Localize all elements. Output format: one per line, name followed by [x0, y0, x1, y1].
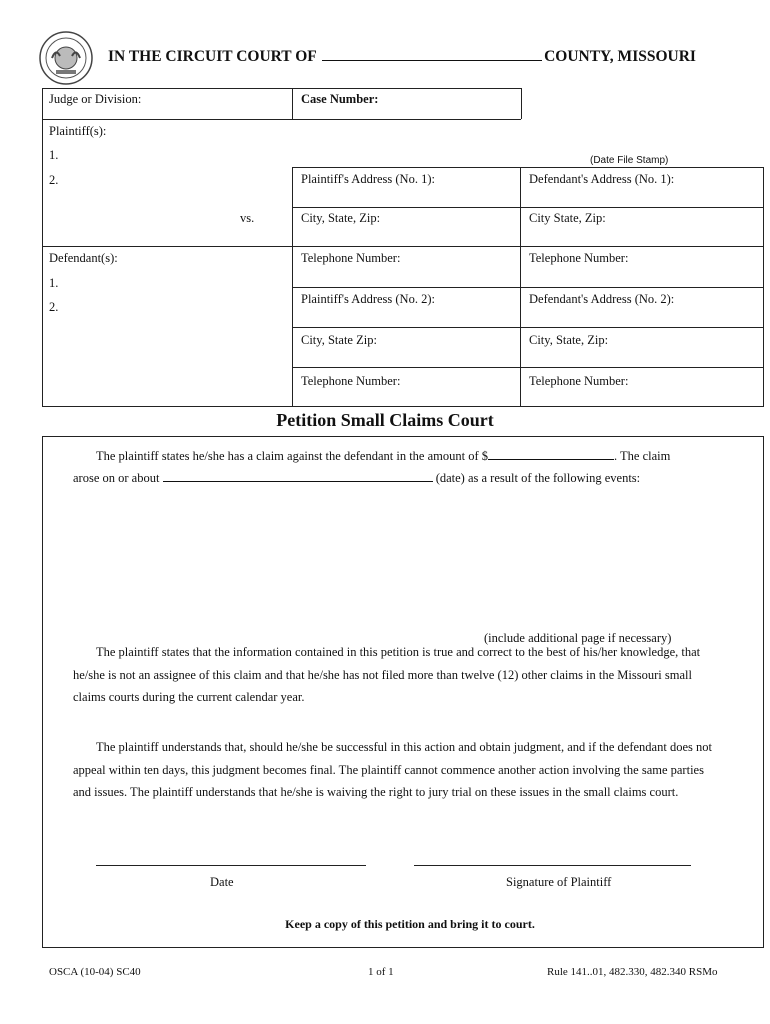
- date-line[interactable]: [96, 865, 366, 866]
- case-bottom: [42, 119, 521, 120]
- additional-page-note: (include additional page if necessary): [484, 631, 672, 645]
- defendant-phone-2[interactable]: Telephone Number:: [529, 374, 629, 388]
- plaintiff-2[interactable]: 2.: [49, 173, 59, 187]
- petition-box-top: [42, 436, 764, 437]
- arose-date-blank[interactable]: [163, 470, 433, 482]
- petition-box-left: [42, 436, 43, 947]
- signature-line[interactable]: [414, 865, 691, 866]
- plaintiff-city-2[interactable]: City, State Zip:: [301, 333, 377, 347]
- plaintiff-phone-1[interactable]: Telephone Number:: [301, 251, 401, 265]
- understands-paragraph: The plaintiff understands that, should he/she be successful in this action and obtain judgment, and if the defendant does not appeal within ten days, this judgment becomes final. The plaintiff cannot commence another action involving the same parties and issues. The plaintiff understands that he/she is waiving the right to jury trial on these issues in the small claims court.: [73, 740, 712, 799]
- court-title: IN THE CIRCUIT COURT OF COUNTY, MISSOURI: [108, 48, 696, 65]
- addr-top: [292, 167, 764, 168]
- plaintiff-phone-2[interactable]: Telephone Number:: [301, 374, 401, 388]
- defendants-label: Defendant(s):: [49, 251, 118, 265]
- plaintiff-address-2[interactable]: Plaintiff's Address (No. 2):: [301, 292, 435, 306]
- plaintiffs-label: Plaintiff(s):: [49, 124, 107, 138]
- petition-box-bottom: [42, 947, 764, 948]
- form-id: OSCA (10-04) SC40: [49, 966, 141, 978]
- case-number-label: Case Number:: [301, 92, 379, 106]
- signature-label: Signature of Plaintiff: [506, 875, 612, 889]
- claim-line: The plaintiff states he/she has a claim against the defendant in the amount of $ . The claim: [96, 449, 671, 463]
- box-bottom: [42, 406, 764, 407]
- county-blank[interactable]: [322, 60, 542, 61]
- defendant-city-1[interactable]: City State, Zip:: [529, 211, 606, 225]
- info-paragraph: The plaintiff states that the information contained in this petition is true and correct to the best of his/her knowledge, that he/she is not an assignee of this claim and that he/she has not filed more than twelve (12) other claims in the Missouri small claims courts during the current calendar year.: [73, 645, 701, 704]
- vs-label: vs.: [240, 211, 255, 225]
- keep-copy-note: Keep a copy of this petition and bring it to court.: [285, 917, 535, 931]
- defendant-phone-1[interactable]: Telephone Number:: [529, 251, 629, 265]
- defendant-1[interactable]: 1.: [49, 276, 59, 290]
- date-label: Date: [210, 875, 234, 889]
- missouri-seal-icon: [38, 30, 94, 86]
- petition-heading: Petition Small Claims Court: [276, 410, 494, 430]
- claim-amount-blank[interactable]: [488, 448, 614, 460]
- plaintiff-city-1[interactable]: City, State, Zip:: [301, 211, 381, 225]
- defendant-2[interactable]: 2.: [49, 300, 59, 314]
- judge-label: Judge or Division:: [49, 92, 142, 106]
- rule-citation: Rule 141..01, 482.330, 482.340 RSMo: [547, 966, 718, 978]
- page-number: 1 of 1: [368, 966, 394, 978]
- plaintiff-address-1[interactable]: Plaintiff's Address (No. 1):: [301, 172, 435, 186]
- addr-row5: [292, 367, 764, 368]
- case-divider: [292, 88, 293, 119]
- addr-row4: [292, 327, 764, 328]
- arose-line: arose on or about (date) as a result of the following events:: [73, 471, 641, 485]
- box-top: [42, 88, 521, 89]
- addr-row1: [292, 207, 764, 208]
- plaintiff-1[interactable]: 1.: [49, 148, 59, 162]
- addr-row2: [42, 246, 764, 247]
- defendant-city-2[interactable]: City, State, Zip:: [529, 333, 609, 347]
- petition-box-right: [763, 436, 764, 947]
- case-right: [521, 88, 522, 119]
- defendant-address-1[interactable]: Defendant's Address (No. 1):: [529, 172, 675, 186]
- box-left: [42, 88, 43, 406]
- defendant-address-2[interactable]: Defendant's Address (No. 2):: [529, 292, 675, 306]
- date-file-stamp: (Date File Stamp): [590, 155, 669, 166]
- addr-row3: [292, 287, 764, 288]
